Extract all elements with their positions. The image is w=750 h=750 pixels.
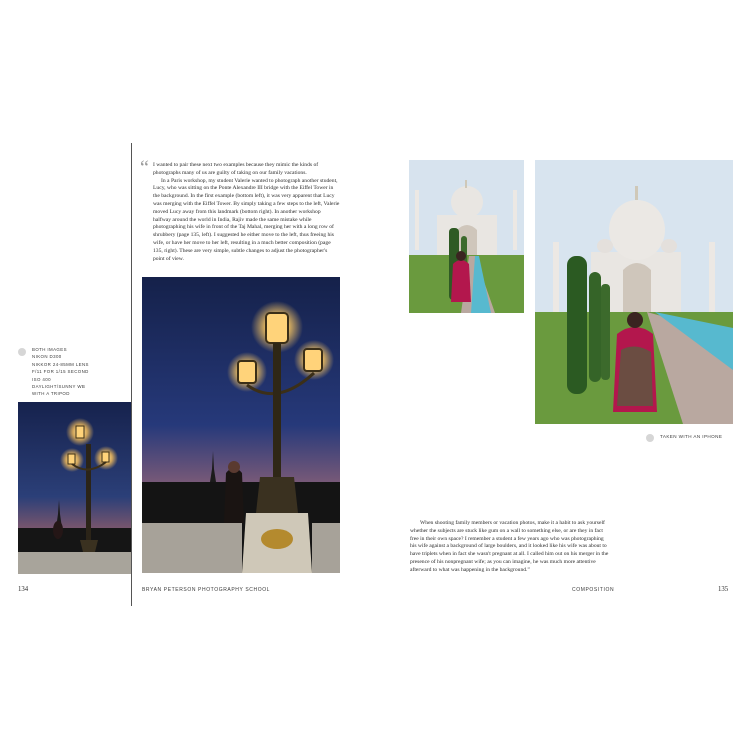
exif-line: BOTH IMAGES (32, 347, 67, 352)
intro-paragraph-1: I wanted to pair these next two examples because they mimic the kinds of photographs many of us are guilty of taking on our family vacations. (153, 162, 319, 176)
iphone-caption: TAKEN WITH AN IPHONE (660, 434, 723, 439)
paris-photo-after (142, 277, 340, 573)
body-text (410, 520, 610, 575)
exif-line: NIKON D300 (32, 354, 62, 360)
left-running-head: BRYAN PETERSON PHOTOGRAPHY SCHOOL (142, 587, 271, 593)
exif-line: WITH A TRIPOD (32, 391, 70, 397)
intro-text (153, 162, 340, 263)
caption-dot-icon (18, 348, 26, 356)
right-page-number: 135 (718, 586, 729, 593)
book-spine (131, 143, 132, 606)
quote-mark: “ (140, 157, 149, 179)
exif-line: DAYLIGHT/SUNNY WB (32, 384, 86, 390)
caption-dot-icon (646, 434, 654, 442)
intro-paragraph-2: In a Paris workshop, my student Valerie wanted to photograph another student, Lucy, who was sitting on the Ponte Alexandre III bridge with the Eiffel Tower in the background. In the first example (bottom left), it was very apparent that Lucy was merging with the Eiffel Tower. By simply taking a few steps to the left, Valerie moved Lucy away from this landmark (bottom right). In another workshop halfway around the world in India, Rajiv made the same mistake while photographing his wife in front of the Taj Mahal, merging her with a long row of shrubbery (page 135, left). I suggested he either move to the left, thus freeing his wife, or have her move to her left, resulting in a much better composition (page 135, right). These are very simple, subtle changes to adjust the photographer's point of view. (153, 177, 340, 262)
exif-caption (32, 346, 89, 398)
left-page-number: 134 (18, 586, 29, 593)
taj-mahal-photo-after (535, 160, 733, 424)
body-paragraph: When shooting family members or vacation photos, make it a habit to ask yourself whether the subjects are stuck like gum on a wall to something else, or are they in fact free in their own space? I remember a student a few years ago who was photographing his wife against a background of large boulders, and it looked like his wife was about to have triplets when in fact she wasn't pregnant at all. I called him out on his merger in the presence of his nonpregnant wife; as you can imagine, he was much more attentive afterward to what was happening in the background.” (410, 520, 609, 573)
paris-photo-before (18, 402, 131, 574)
right-running-head: COMPOSITION (572, 587, 615, 593)
exif-line: F/11 FOR 1/15 SECOND (32, 369, 89, 375)
taj-mahal-photo-before (409, 160, 524, 313)
exif-line: NIKKOR 24-85MM LENS (32, 361, 89, 367)
exif-line: ISO 400 (32, 376, 51, 382)
